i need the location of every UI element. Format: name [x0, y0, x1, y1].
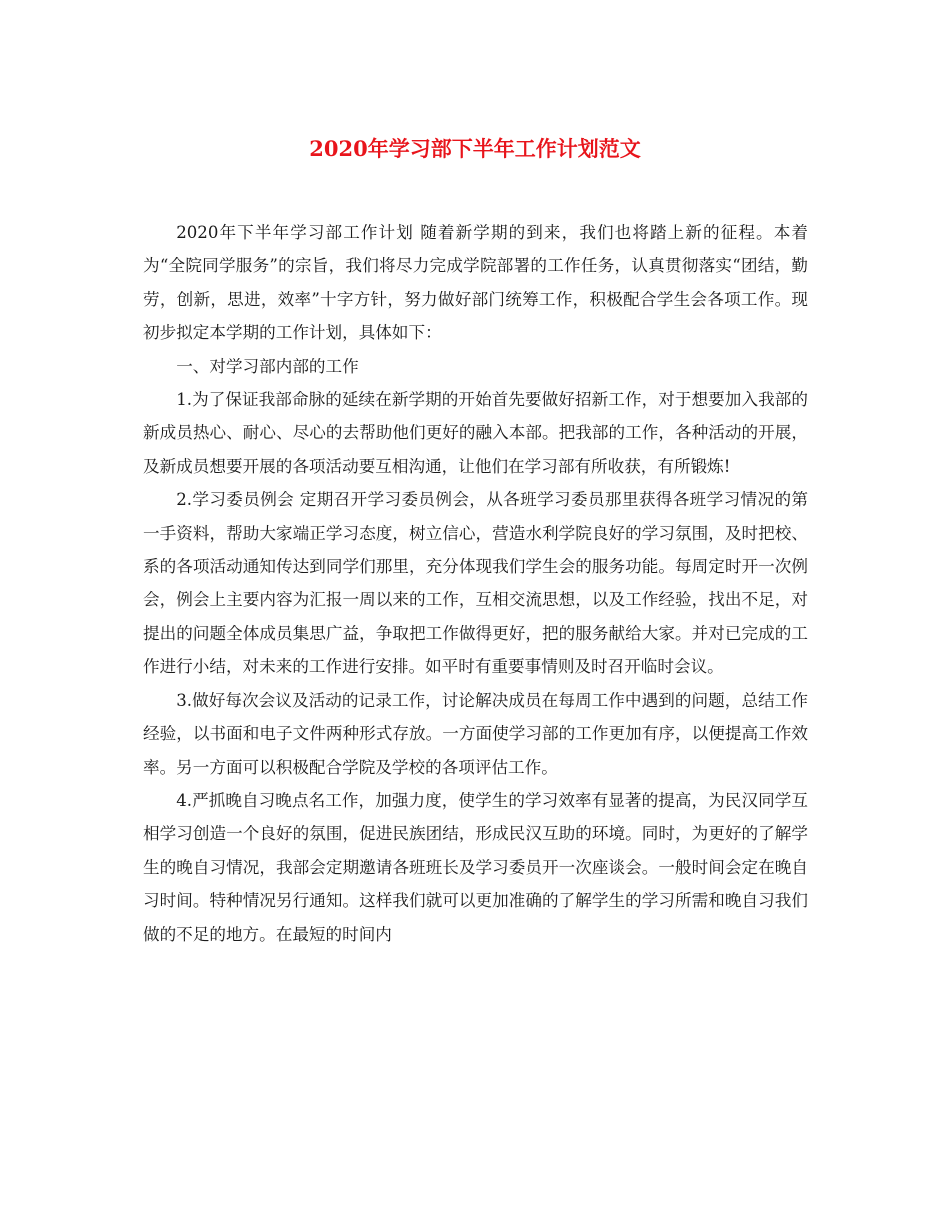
paragraph-item-4: 4.严抓晚自习晚点名工作，加强力度，使学生的学习效率有显著的提高，为民汉同学互相学习创造一个良好的氛围，促进民族团结，形成民汉互助的环境。同时，为更好的了解学生的晚自习情况，我部会定期邀请各班班长及学习委员开一次座谈会。一般时间会定在晚自习时间。特种情况另行通知。这样我们就可以更加准确的了解学生的学习所需和晚自习我们做的不足的地方。在最短的时间内	[143, 790, 808, 944]
paragraph-intro: 2020年下半年学习部工作计划 随着新学期的到来，我们也将踏上新的征程。本着为“全院同学服务”的宗旨，我们将尽力完成学院部署的工作任务，认真贯彻落实“团结，勤劳，创新，思进，效率”十字方针，努力做好部门统筹工作，积极配合学生会各项工作。现初步拟定本学期的工作计划，具体如下：	[143, 223, 808, 343]
document-body	[143, 216, 808, 951]
paragraph-item-1: 1.为了保证我部命脉的延续在新学期的开始首先要做好招新工作，对于想要加入我部的新成员热心、耐心、尽心的去帮助他们更好的融入本部。把我部的工作，各种活动的开展，及新成员想要开展的各项活动要互相沟通，让他们在学习部有所收获，有所锻炼!	[143, 390, 808, 476]
section-heading-1: 一、对学习部内部的工作	[176, 356, 359, 376]
document-title: 2020年学习部下半年工作计划范文	[309, 136, 641, 161]
paragraph-item-3: 3.做好每次会议及活动的记录工作，讨论解决成员在每周工作中遇到的问题，总结工作经验，以书面和电子文件两种形式存放。一方面使学习部的工作更加有序，以便提高工作效率。另一方面可以积极配合学院及学校的各项评估工作。	[143, 690, 808, 777]
paragraph-item-2: 2.学习委员例会 定期召开学习委员例会，从各班学习委员那里获得各班学习情况的第一手资料，帮助大家端正学习态度，树立信心，营造水利学院良好的学习氛围，及时把校、系的各项活动通知传达到同学们那里，充分体现我们学生会的服务功能。每周定时开一次例会，例会上主要内容为汇报一周以来的工作，互相交流思想，以及工作经验，找出不足，对提出的问题全体成员集思广益，争取把工作做得更好，把的服务献给大家。并对已完成的工作进行小结，对未来的工作进行安排。如平时有重要事情则及时召开临时会议。	[143, 490, 808, 677]
